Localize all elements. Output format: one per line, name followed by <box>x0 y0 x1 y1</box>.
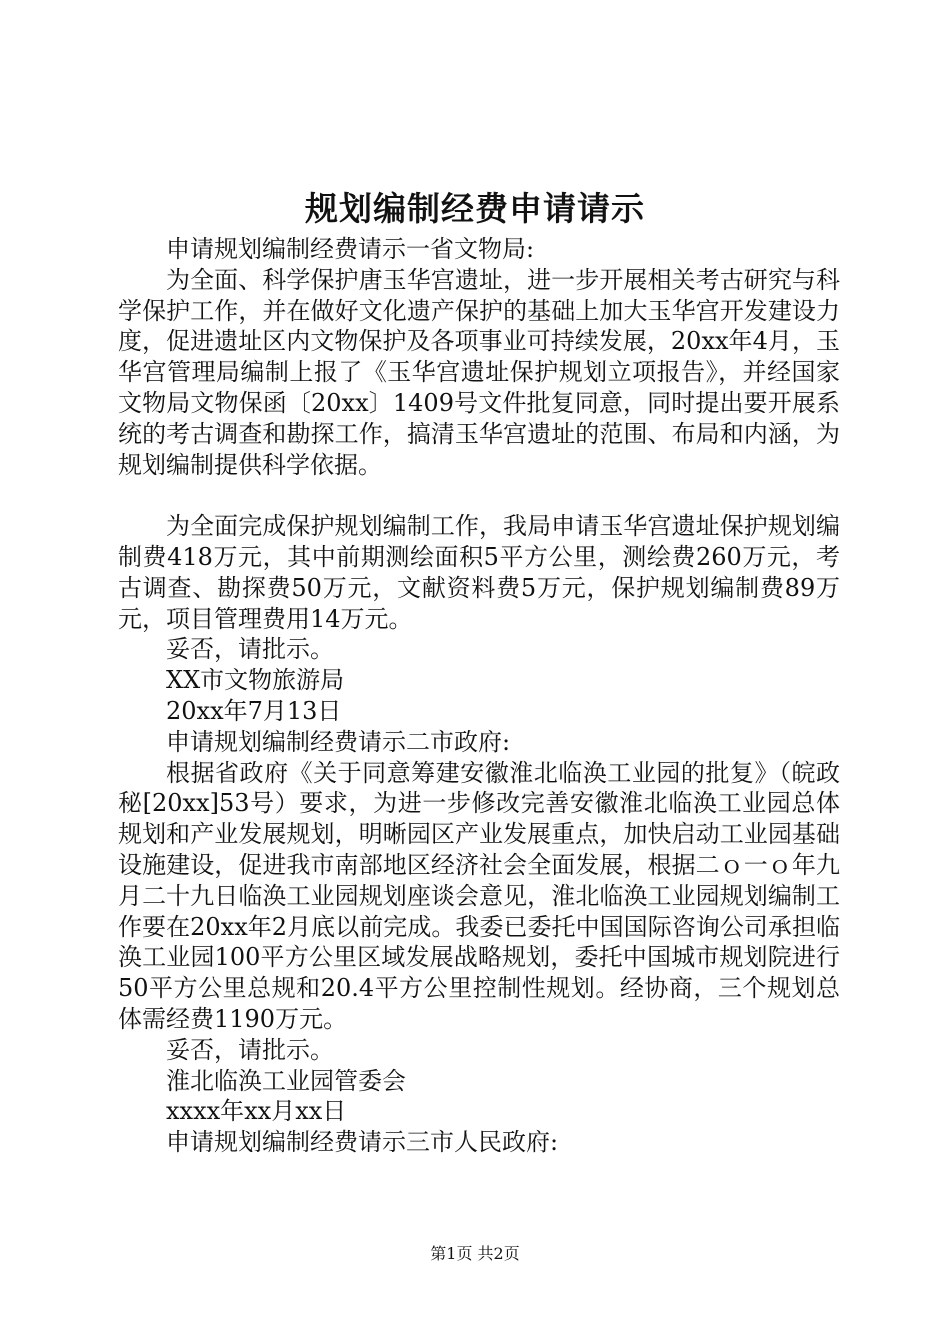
closing-request-2: 妥否，请批示。 <box>166 1035 334 1064</box>
salutation-2: 申请规划编制经费请示二市政府: <box>166 727 511 756</box>
paragraph-1: 为全面、科学保护唐玉华宫遗址，进一步开展相关考古研究与科学保护工作，并在做好文化遗产保护的基础上加大玉华宫开发建设力度，促进遗址区内文物保护及各项事业可持续发展，20xx年4月，玉华宫管理局编制上报了《玉华宫遗址保护规划立项报告》，并经国家文物局文物保函〔20xx〕1409号文件批复同意，同时提出要开展系统的考古调查和勘探工作，搞清玉华宫遗址的范围、布局和内涵，为规划编制提供科学依据。 <box>118 265 840 479</box>
closing-request-1: 妥否，请批示。 <box>166 635 334 664</box>
document-title: 规划编制经费申请请示 <box>305 189 645 228</box>
paragraph-2: 为全面完成保护规划编制工作，我局申请玉华宫遗址保护规划编制费418万元，其中前期测绘面积5平方公里，测绘费260万元，考古调查、勘探费50万元，文献资料费5万元，保护规划编制费89万元，项目管理费用14万元。 <box>118 512 840 633</box>
signature-date-2: xxxx年xx月xx日 <box>166 1097 347 1126</box>
salutation-1: 申请规划编制经费请示一省文物局: <box>166 235 535 263</box>
salutation-3: 申请规划编制经费请示三市人民政府: <box>166 1128 559 1157</box>
signature-org-1: XX市文物旅游局 <box>166 666 345 695</box>
paragraph-3: 根据省政府《关于同意筹建安徽淮北临涣工业园的批复》（皖政秘[20xx]53号）要求，为进一步修改完善安徽淮北临涣工业园总体规划和产业发展规划，明晰园区产业发展重点，加快启动工业园基础设施建设，促进我市南部地区经济社会全面发展，根据二ｏ一ｏ年九月二十九日临涣工业园规划座谈会意见，淮北临涣工业园规划编制工作要在20xx年2月底以前完成。我委已委托中国国际咨询公司承担临涣工业园100平方公里区域发展战略规划，委托中国城市规划院进行50平方公里总规和20.4平方公里控制性规划。经协商，三个规划总体需经费1190万元。 <box>118 758 840 1033</box>
signature-org-2: 淮北临涣工业园管委会 <box>166 1066 406 1095</box>
page-footer: 第1页 共2页 <box>430 1244 520 1263</box>
document-body <box>118 234 840 1158</box>
signature-date-1: 20xx年7月13日 <box>166 696 342 725</box>
blank-line <box>118 480 840 511</box>
